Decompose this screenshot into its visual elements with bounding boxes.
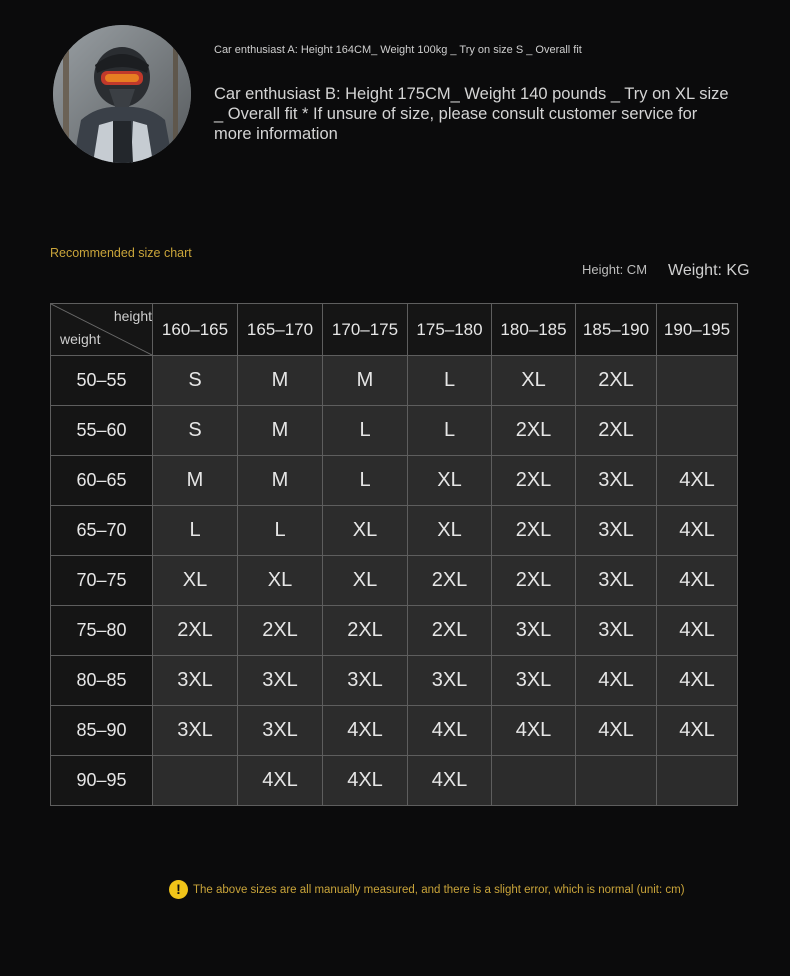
height-range-header: 170–175 bbox=[323, 304, 408, 356]
table-row bbox=[51, 706, 738, 756]
size-cell: 4XL bbox=[408, 706, 492, 756]
height-unit-label: Height: CM bbox=[582, 262, 648, 277]
header-row bbox=[51, 304, 738, 356]
size-cell: 3XL bbox=[576, 606, 657, 656]
size-cell: M bbox=[238, 456, 323, 506]
height-range-header: 175–180 bbox=[408, 304, 492, 356]
size-cell: 4XL bbox=[657, 456, 738, 506]
size-cell: S bbox=[153, 356, 238, 406]
size-cell: 4XL bbox=[657, 706, 738, 756]
weight-range-label: 70–75 bbox=[51, 556, 153, 606]
size-cell bbox=[657, 756, 738, 806]
size-cell: XL bbox=[323, 506, 408, 556]
size-cell: 3XL bbox=[238, 706, 323, 756]
size-cell: 2XL bbox=[576, 356, 657, 406]
table-row bbox=[51, 656, 738, 706]
height-range-header: 185–190 bbox=[576, 304, 657, 356]
size-cell: 2XL bbox=[408, 556, 492, 606]
height-range-header: 165–170 bbox=[238, 304, 323, 356]
size-cell: 2XL bbox=[492, 406, 576, 456]
rider-photo-icon bbox=[53, 25, 191, 163]
size-cell: 4XL bbox=[323, 756, 408, 806]
size-cell: XL bbox=[323, 556, 408, 606]
weight-unit-label: Weight: KG bbox=[668, 262, 750, 279]
size-cell: XL bbox=[153, 556, 238, 606]
size-cell: 3XL bbox=[492, 656, 576, 706]
size-cell: 4XL bbox=[492, 706, 576, 756]
size-cell: 2XL bbox=[323, 606, 408, 656]
size-cell: 2XL bbox=[576, 406, 657, 456]
weight-range-label: 65–70 bbox=[51, 506, 153, 556]
size-cell bbox=[492, 756, 576, 806]
weight-range-label: 80–85 bbox=[51, 656, 153, 706]
size-cell: 3XL bbox=[492, 606, 576, 656]
size-cell: M bbox=[238, 406, 323, 456]
size-cell: L bbox=[408, 406, 492, 456]
weight-range-label: 50–55 bbox=[51, 356, 153, 406]
size-cell: L bbox=[323, 406, 408, 456]
size-cell bbox=[657, 406, 738, 456]
size-cell: 4XL bbox=[576, 706, 657, 756]
height-range-header: 180–185 bbox=[492, 304, 576, 356]
size-cell: 3XL bbox=[238, 656, 323, 706]
weight-range-label: 75–80 bbox=[51, 606, 153, 656]
size-cell: 2XL bbox=[238, 606, 323, 656]
footnote-text: The above sizes are all manually measured, and there is a slight error, which is normal (unit: cm) bbox=[193, 883, 685, 896]
weight-range-label: 90–95 bbox=[51, 756, 153, 806]
size-cell: XL bbox=[238, 556, 323, 606]
size-cell: XL bbox=[408, 506, 492, 556]
size-cell: XL bbox=[492, 356, 576, 406]
size-cell: 3XL bbox=[153, 656, 238, 706]
size-cell: 2XL bbox=[492, 456, 576, 506]
size-cell: 4XL bbox=[657, 656, 738, 706]
size-cell: 4XL bbox=[657, 556, 738, 606]
size-cell: M bbox=[323, 356, 408, 406]
height-range-header: 160–165 bbox=[153, 304, 238, 356]
height-range-header: 190–195 bbox=[657, 304, 738, 356]
size-cell: 3XL bbox=[408, 656, 492, 706]
size-cell bbox=[153, 756, 238, 806]
table-row bbox=[51, 406, 738, 456]
corner-cell bbox=[51, 304, 153, 356]
size-cell: M bbox=[153, 456, 238, 506]
table-row bbox=[51, 356, 738, 406]
size-cell: 4XL bbox=[657, 506, 738, 556]
exclamation-icon: ! bbox=[169, 880, 188, 899]
size-cell: 2XL bbox=[153, 606, 238, 656]
size-cell: 2XL bbox=[408, 606, 492, 656]
model-b-note: Car enthusiast B: Height 175CM_ Weight 140 pounds _ Try on XL size _ Overall fit * If unsure of size, please consult customer service for more information bbox=[214, 85, 729, 143]
size-cell: 4XL bbox=[323, 706, 408, 756]
table-row bbox=[51, 606, 738, 656]
size-cell: L bbox=[153, 506, 238, 556]
size-cell: 2XL bbox=[492, 556, 576, 606]
size-cell: L bbox=[323, 456, 408, 506]
corner-height-label: height bbox=[113, 308, 152, 324]
size-cell: L bbox=[238, 506, 323, 556]
size-cell: 4XL bbox=[657, 606, 738, 656]
size-cell: 3XL bbox=[576, 456, 657, 506]
size-cell: L bbox=[408, 356, 492, 406]
size-cell bbox=[657, 356, 738, 406]
size-cell: 3XL bbox=[153, 706, 238, 756]
rider-avatar bbox=[53, 25, 191, 163]
size-cell bbox=[576, 756, 657, 806]
weight-range-label: 55–60 bbox=[51, 406, 153, 456]
footnote bbox=[169, 880, 685, 899]
size-cell: 4XL bbox=[408, 756, 492, 806]
table-row bbox=[51, 756, 738, 806]
table-row bbox=[51, 556, 738, 606]
chart-title: Recommended size chart bbox=[50, 246, 192, 260]
size-cell: XL bbox=[408, 456, 492, 506]
size-cell: 3XL bbox=[323, 656, 408, 706]
size-chart-table bbox=[50, 303, 738, 806]
size-cell: 4XL bbox=[238, 756, 323, 806]
size-cell: 3XL bbox=[576, 506, 657, 556]
size-cell: 2XL bbox=[492, 506, 576, 556]
corner-weight-label: weight bbox=[60, 331, 101, 347]
model-a-note: Car enthusiast A: Height 164CM_ Weight 100kg _ Try on size S _ Overall fit bbox=[214, 44, 582, 56]
size-cell: 4XL bbox=[576, 656, 657, 706]
weight-range-label: 85–90 bbox=[51, 706, 153, 756]
size-cell: 3XL bbox=[576, 556, 657, 606]
table-row bbox=[51, 456, 738, 506]
size-cell: S bbox=[153, 406, 238, 456]
weight-range-label: 60–65 bbox=[51, 456, 153, 506]
size-cell: M bbox=[238, 356, 323, 406]
table-row bbox=[51, 506, 738, 556]
